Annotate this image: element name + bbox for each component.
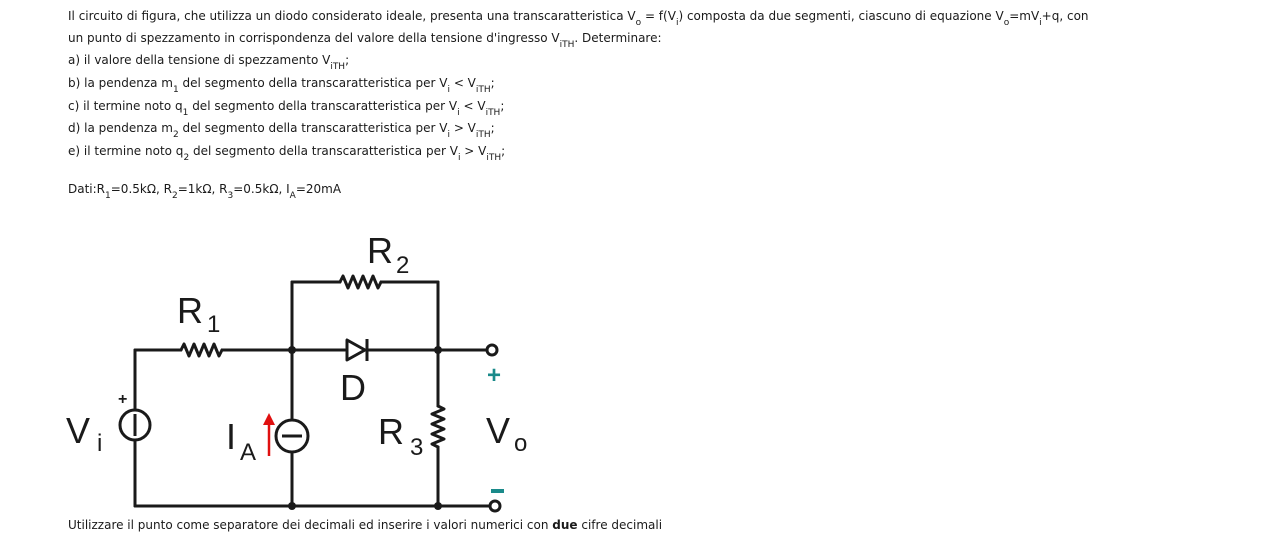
output-terminal-minus — [490, 501, 500, 511]
intro-line-2: un punto di spezzamento in corrispondenza del valore della tensione d'ingresso $V_{iTH}$. Determinare: — [68, 31, 662, 50]
r1-resistor — [181, 344, 222, 356]
output-plus-sign: + — [487, 362, 502, 389]
diode-label: D — [340, 367, 366, 408]
question-e: e) il termine noto $q_2$ del segmento della transcaratteristica per $V_i > V_{iTH}$; — [68, 144, 506, 163]
question-d: d) la pendenza $m_2$ del segmento della transcaratteristica per $V_i > V_{iTH}$; — [68, 121, 495, 140]
footer-instructions: Utilizzare il punto come separatore dei decimali ed inserire i valori numerici con due cifre decimali — [68, 518, 663, 532]
question-c: c) il termine noto $q_1$ del segmento della transcaratteristica per $V_i < V_{iTH}$; — [68, 99, 505, 118]
question-b: b) la pendenza $m_1$ del segmento della transcaratteristica per $V_i < V_{iTH}$; — [68, 76, 495, 95]
output-minus-sign — [491, 489, 504, 493]
data-line: $Dati:R_1=0.5k\Omega$, $R_2=1k\Omega$, $R_3=0.5k\Omega$, $I_A=20mA$ — [68, 182, 342, 201]
junction-dot — [288, 502, 296, 510]
r3-resistor — [432, 406, 444, 447]
r2-label: R — [367, 230, 393, 271]
vi-label-sub: i — [97, 430, 103, 457]
r1-label: R — [177, 290, 203, 331]
junction-dot — [434, 502, 442, 510]
r3-label: R — [378, 411, 404, 452]
r2-resistor — [340, 276, 381, 288]
junction-dot — [434, 346, 442, 354]
question-a: a) il valore della tensione di spezzamento $V_{iTH}$; — [68, 53, 350, 72]
vo-label-sub: o — [514, 430, 528, 457]
junction-dot — [288, 346, 296, 354]
diode-anode-triangle — [347, 340, 365, 360]
ia-label: I — [226, 416, 237, 457]
vi-label: V — [66, 410, 91, 451]
r2-label-sub: 2 — [396, 252, 410, 279]
ia-label-sub: A — [240, 439, 257, 466]
r3-label-sub: 3 — [410, 434, 424, 461]
footer-bold: due — [552, 518, 578, 532]
intro-line-1: Il circuito di figura, che utilizza un diodo considerato ideale, presenta una transcaratteristica $V_o = f(V_i)$ composta da due segmenti, ciascuno di equazione $V_o=mV_i+q$, con — [68, 9, 1089, 28]
ia-arrow-head-icon — [263, 413, 275, 425]
vo-label: V — [486, 410, 511, 451]
vi-source-plus: + — [118, 391, 128, 408]
output-terminal-plus — [487, 345, 497, 355]
r1-label-sub: 1 — [207, 311, 221, 338]
